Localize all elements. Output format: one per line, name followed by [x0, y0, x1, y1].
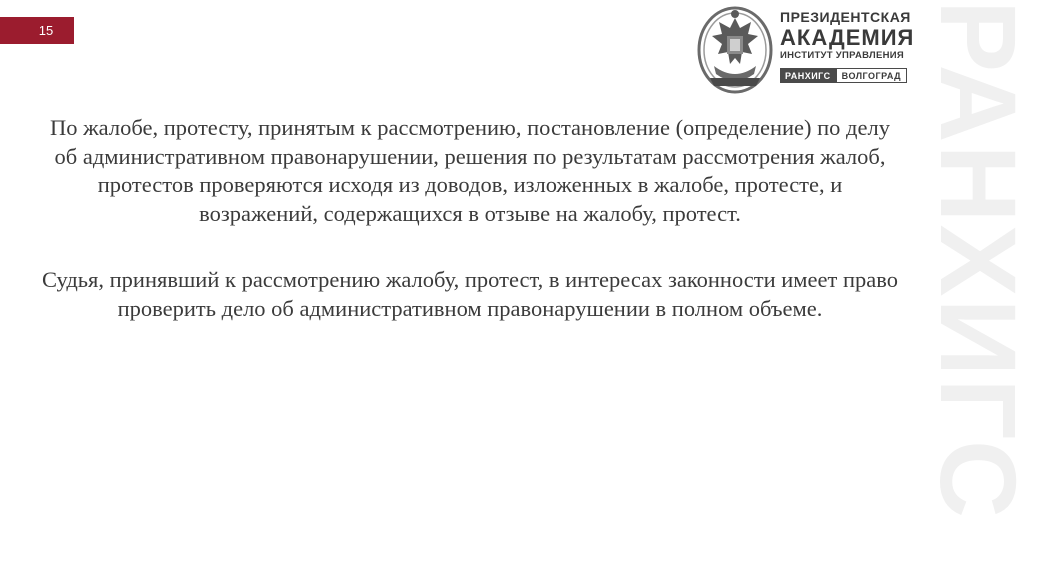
- double-headed-eagle-emblem-icon: [696, 4, 774, 96]
- paragraph-1: По жалобе, протесту, принятым к рассмотрению, постановление (определение) по делу об административном правонарушении, решения по результатам рассмотрения жалоб, протестов проверяются исходя из доводов, изложенных в жалобе, протесте, и возражений, содержащихся в отзыве на жалобу, протест.: [50, 115, 890, 226]
- slide-number-badge: [0, 17, 74, 44]
- logo-line-3: ИНСТИТУТ УПРАВЛЕНИЯ: [780, 50, 905, 61]
- watermark: [918, 0, 1039, 574]
- logo-line-1: ПРЕЗИДЕНТСКАЯ: [780, 9, 911, 25]
- paragraph-2: Судья, принявший к рассмотрению жалобу, протест, в интересах законности имеет право проверить дело об административном правонарушении в полном объеме.: [42, 267, 898, 321]
- logo-tag-city: ВОЛГОГРАД: [836, 68, 907, 83]
- slide-number: 15: [38, 23, 54, 38]
- logo-tags: [780, 68, 922, 83]
- watermark-text: РАНХИГС: [918, 0, 1039, 520]
- logo-tag-ranepa: РАНХИГС: [780, 68, 836, 83]
- slide-content: [40, 114, 900, 323]
- logo-line-2: АКАДЕМИЯ: [780, 25, 915, 50]
- academy-logo: [696, 4, 922, 96]
